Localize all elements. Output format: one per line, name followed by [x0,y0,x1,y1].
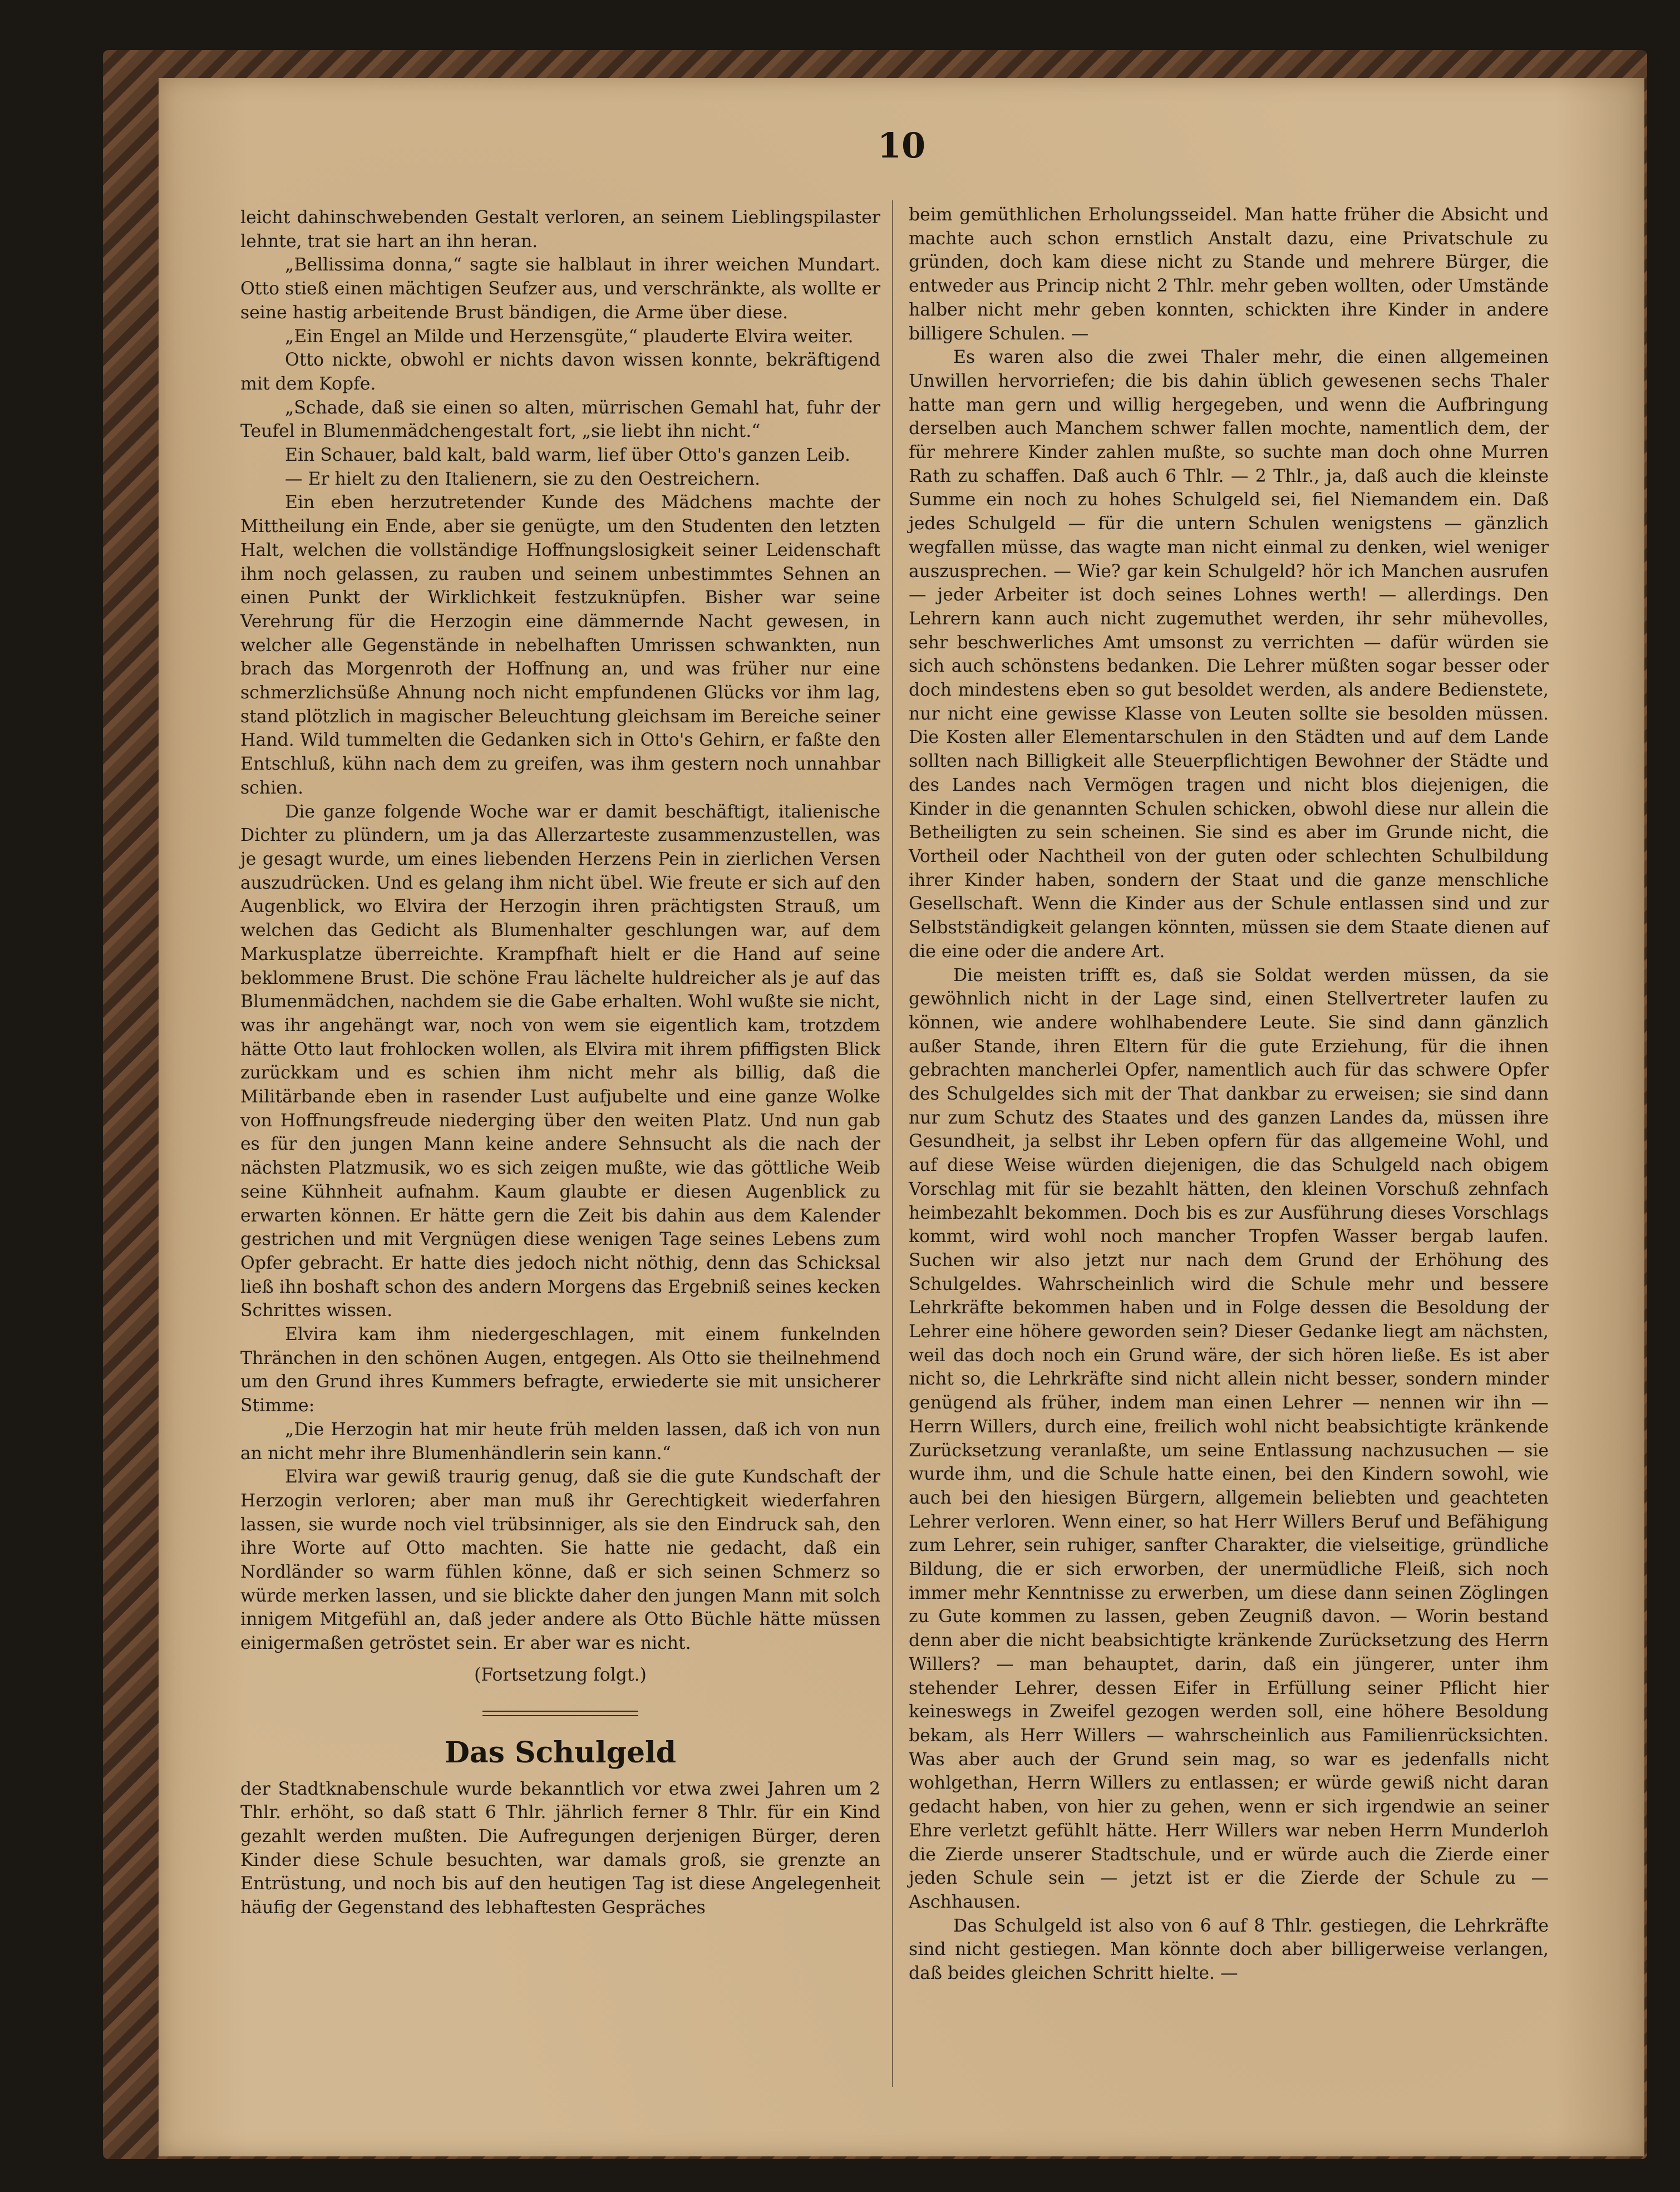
paragraph: Elvira war gewiß traurig genug, daß sie die gute Kundschaft der Herzogin verloren; aber man muß ihr Gerechtigkeit wiederfahren lassen, sie wurde noch viel trübsinniger, als sie den Eindruck sah, den ihre Worte auf Otto machten. Sie hatte nie gedacht, daß ein Nordländer so warm fühlen könne, daß er sich seinen Schmerz so würde merken lassen, und sie blickte daher den jungen Mann mit solch innigem Mitgefühl an, daß jeder andere als Otto Büchle hätte müssen einigermaßen getröstet sein. Er aber war es nicht. [240,1467,880,1654]
paragraph: Ein eben herzutretender Kunde des Mädchens machte der Mittheilung ein Ende, aber sie genügte, um den Studenten den letzten Halt, welchen die vollständige Hoffnungslosigkeit seiner Leidenschaft ihm noch gelassen, zu rauben und seinem unbestimmtes Sehnen an einen Punkt der Wirklichkeit festzuknüpfen. Bisher war seine Verehrung für die Herzogin eine dämmernde Nacht gewesen, in welcher alle Gegenstände in nebelhaften Umrissen schwankten, nun brach das Morgenroth der Hoffnung an, und was früher nur eine schmerzlichsüße Ahnung noch nicht empfundenen Glücks vor ihm lag, stand plötzlich in magischer Beleuchtung gleichsam im Bereiche seiner Hand. Wild tummelten die Gedanken sich in Otto's Gehirn, er faßte den Entschluß, kühn nach dem zu greifen, was ihm gestern noch unnahbar schien. [240,492,880,798]
paragraph: „Die Herzogin hat mir heute früh melden lassen, daß ich von nun an nicht mehr ihre Blumenhändlerin sein kann.“ [240,1419,880,1464]
paragraph: Elvira kam ihm niedergeschlagen, mit einem funkelnden Thränchen in den schönen Augen, entgegen. Als Otto sie theilnehmend um den Grund ihres Kummers befragte, erwiederte sie mit unsicherer Stimme: [240,1324,880,1416]
continuation-note: (Fortsetzung folgt.) [474,1664,647,1685]
paragraph: — Er hielt zu den Italienern, sie zu den Oestreichern. [285,469,761,489]
section-divider [482,1711,638,1716]
paragraph: der Stadtknabenschule wurde bekanntlich vor etwa zwei Jahren um 2 Thlr. erhöht, so daß statt 6 Thlr. jährlich ferner 8 Thlr. für ein Kind gezahlt werden mußten. Die Aufregungen derjenigen Bürger, deren Kinder diese Schule besuchten, war damals groß, sie grenzte an Entrüstung, und noch bis auf den heutigen Tag ist diese Angelegenheit häufig der Gegenstand des lebhaftesten Gespräches [240,1779,880,1918]
paragraph: „Bellissima donna,“ sagte sie halblaut in ihrer weichen Mundart. Otto stieß einen mächtigen Seufzer aus, und verschränkte, als wollte er seine hastig arbeitende Brust bändigen, die Arme über diese. [240,255,880,323]
paragraph: leicht dahinschwebenden Gestalt verloren, an seinem Lieblingspilaster lehnte, trat sie hart an ihn heran. [240,208,880,252]
left-column [240,206,880,1920]
paragraph: Es waren also die zwei Thaler mehr, die einen allgemeinen Unwillen hervorriefen; die bis dahin üblich gewesenen sechs Thaler hatte man gern und willig hergegeben, und wenn die Aufbringung derselben auch Manchem schwer fallen mochte, namentlich dem, der für mehrere Kinder zahlen mußte, so suchte man doch ohne Murren Rath zu schaffen. Daß auch 6 Thlr. — 2 Thlr., ja, daß auch die kleinste Summe ein noch zu hohes Schulgeld sei, fiel Niemandem ein. Daß jedes Schulgeld — für die untern Schulen wenigstens — gänzlich wegfallen müsse, das wagte man nicht einmal zu denken, wiel weniger auszusprechen. — Wie? gar kein Schulgeld? hör ich Manchen ausrufen — jeder Arbeiter ist doch seines Lohnes werth! — allerdings. Den Lehrern kann auch nicht zugemuthet werden, ihr sehr mühevolles, sehr beschwerliches Amt umsonst zu verrichten — dafür würden sie sich auch schönstens bedanken. Die Lehrer müßten sogar besser oder doch mindestens eben so gut besoldet werden, als andere Bedienstete, nur nicht eine gewisse Klasse von Leuten sollte sie besolden müssen. Die Kosten aller Elementarschulen in den Städten und auf dem Lande sollten nach Billigkeit alle Steuerpflichtigen Bewohner der Städte und des Landes nach Vermögen tragen und nicht blos diejenigen, die Kinder in die genannten Schulen schicken, obwohl diese nur allein die Betheiligten zu sein scheinen. Sie sind es aber im Grunde nicht, die Vortheil oder Nachtheil von der guten oder schlechten Schulbildung ihrer Kinder haben, sondern der Staat und die ganze menschliche Gesellschaft. Wenn die Kinder aus der Schule entlassen sind und zur Selbstständigkeit gelangen könnten, müssen sie dem Staate dienen auf die eine oder die andere Art. [909,347,1549,962]
paragraph: Die meisten trifft es, daß sie Soldat werden müssen, da sie gewöhnlich nicht in der Lage sind, einen Stellvertreter laufen zu können, wie andere wohlhabendere Leute. Sie sind dann gänzlich außer Stande, ihren Eltern für die gute Erziehung, für die ihnen gebrachten mancherlei Opfer, namentlich auch für das schwere Opfer des Schulgeldes sich mit der That dankbar zu erweisen; sie sind dann nur zum Schutz des Staates und des ganzen Landes da, müssen ihre Gesundheit, ja selbst ihr Leben opfern für das allgemeine Wohl, und auf diese Weise würden diejenigen, die das Schulgeld nach obigem Vorschlag mit für sie bezahlt hätten, den kleinen Vorschuß zehnfach heimbezahlt bekommen. Doch bis es zur Ausführung dieses Vorschlags kommt, wird wohl noch mancher Tropfen Wasser bergab laufen. Suchen wir also jetzt nur nach dem Grund der Erhöhung des Schulgeldes. Wahrscheinlich wird die Schule mehr und bessere Lehrkräfte bekommen haben und in Folge dessen die Besoldung der Lehrer eine höhere geworden sein? Dieser Gedanke liegt am nächsten, weil das doch noch ein Grund wäre, der sich hören ließe. Es ist aber nicht so, die Lehrkräfte sind nicht allein nicht besser, sondern minder genügend als früher, indem man einen Lehrer — nennen wir ihn — Herrn Willers, durch eine, freilich wohl nicht beabsichtigte kränkende Zurücksetzung veranlaßte, um seine Entlassung nachzusuchen — sie wurde ihm, und die Schule hatte einen, bei den Kindern sowohl, wie auch bei den hiesigen Bürgern, allgemein beliebten und geachteten Lehrer verloren. Wenn einer, so hat Herr Willers Beruf und Befähigung zum Lehrer, sein ruhiger, sanfter Charakter, die vielseitige, gründliche Bildung, die er sich erworben, der unermüdliche Fleiß, sich noch immer mehr Kenntnisse zu erwerben, um diese dann seinen Zöglingen zu Gute kommen zu lassen, geben Zeugniß davon. — Worin bestand denn aber die nicht beabsichtigte kränkende Zurücksetzung des Herrn Willers? — man behauptet, darin, daß ein jüngerer, unter ihm stehender Lehrer, dessen Eifer in Erfüllung seiner Pflicht hier keineswegs in Zweifel gezogen werden soll, eine höhere Besoldung bekam, als Herr Willers — wahrscheinlich aus Familienrücksichten. Was aber auch der Grund sein mag, so war es jedenfalls nicht wohlgethan, Herrn Willers zu entlassen; er würde gewiß nicht daran gedacht haben, von hier zu gehen, wenn er sich irgendwie an seiner Ehre verletzt gefühlt hätte. Herr Willers war neben Herrn Munderloh die Zierde unserer Stadtschule, und er würde auch die Zierde einer jeden Schule sein — jetzt ist er die Zierde der Schule zu — Aschhausen. [909,965,1549,1912]
page-number: 10 [877,125,926,166]
paragraph: Otto nickte, obwohl er nichts davon wissen konnte, bekräftigend mit dem Kopfe. [240,350,880,394]
article-title: Das Schulgeld [444,1735,677,1770]
paragraph: beim gemüthlichen Erholungsseidel. Man hatte früher die Absicht und machte auch schon ernstlich Anstalt dazu, eine Privatschule zu gründen, doch kam diese nicht zu Stande und mehrere Bürger, die entweder aus Princip nicht 2 Thlr. mehr geben wollten, oder Umstände halber nicht mehr geben konnten, schickten ihre Kinder in andere billigere Schulen. — [909,205,1549,344]
paragraph: „Ein Engel an Milde und Herzensgüte,“ plauderte Elvira weiter. [285,326,854,347]
paragraph: Ein Schauer, bald kalt, bald warm, lief über Otto's ganzen Leib. [285,445,851,466]
column-divider [892,200,893,2087]
paragraph: Das Schulgeld ist also von 6 auf 8 Thlr. gestiegen, die Lehrkräfte sind nicht gestiegen. Man könnte doch aber billigerweise verlangen, daß beides gleichen Schritt hielte. — [909,1915,1549,1984]
right-column [909,203,1549,1986]
paragraph: „Schade, daß sie einen so alten, mürrischen Gemahl hat, fuhr der Teufel in Blumenmädchengestalt fort, „sie liebt ihn nicht.“ [240,397,880,442]
paragraph: Die ganze folgende Woche war er damit beschäftigt, italienische Dichter zu plündern, um ja das Allerzarteste zusammenzustellen, was je gesagt wurde, um eines liebenden Herzens Pein in zierlichen Versen auszudrücken. Und es gelang ihm nicht übel. Wie freute er sich auf den Augenblick, wo Elvira der Herzogin ihren prächtigsten Strauß, um welchen das Gedicht als Blumenhalter geschlungen war, auf dem Markusplatze überreichte. Krampfhaft hielt er die Hand auf seine beklommene Brust. Die schöne Frau lächelte huldreicher als je auf das Blumenmädchen, nachdem sie die Gabe erhalten. Wohl wußte sie nicht, was ihr angehängt war, noch von wem sie eigentlich kam, trotzdem hätte Otto laut frohlocken wollen, als Elvira mit ihrem pfiffigsten Blick zurückkam und es schien ihm nicht mehr als billig, daß die Militärbande eben in rasender Lust aufjubelte und eine ganze Wolke von Hoffnungsfreude niederging über den weiten Platz. Und nun gab es für den jungen Mann keine andere Sehnsucht als die nach der nächsten Platzmusik, wo es sich zeigen mußte, wie das göttliche Weib seine Kühnheit aufnahm. Kaum glaubte er diesen Augenblick zu erwarten können. Er hätte gern die Zeit bis dahin aus dem Kalender gestrichen und mit Vergnügen diese wenigen Tage seines Lebens zum Opfer gebracht. Er hatte dies jedoch nicht nöthig, denn das Schicksal ließ ihn boshaft schon des andern Morgens das Ergebniß seines kecken Schrittes wissen. [240,801,880,1321]
